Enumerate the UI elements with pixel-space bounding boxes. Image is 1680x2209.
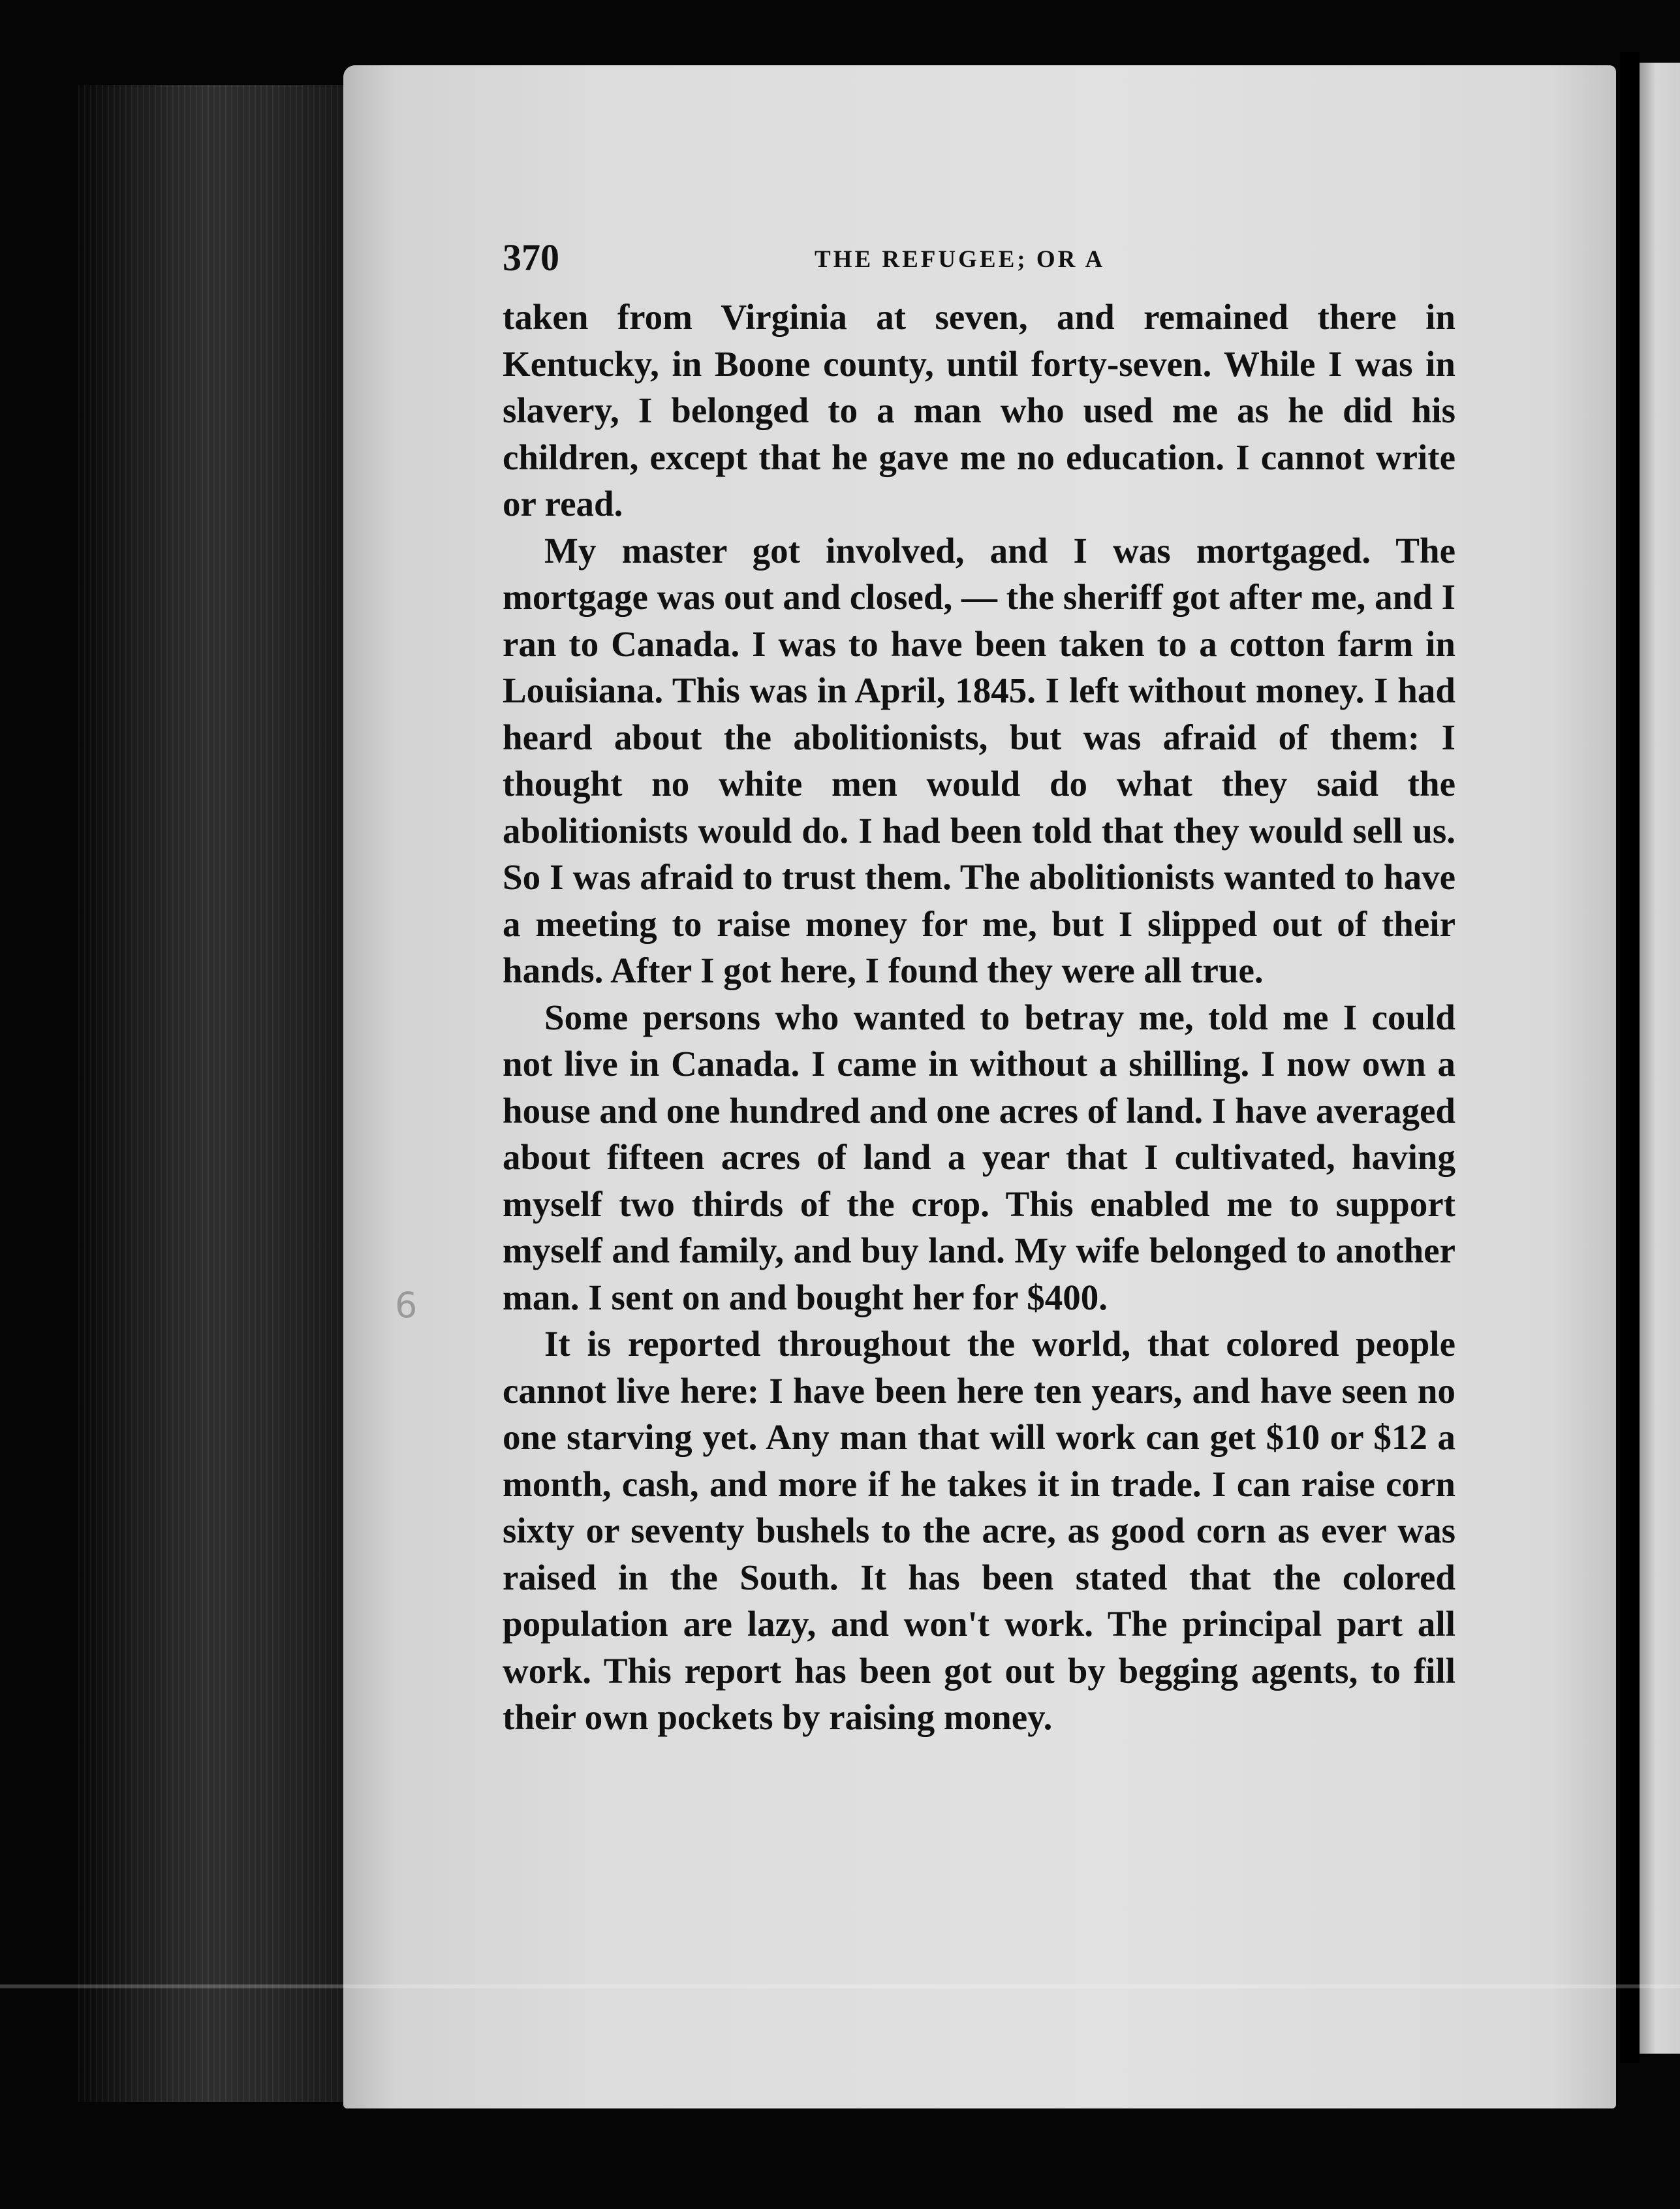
facing-page-edge: [1640, 63, 1680, 2054]
page-number: 370: [503, 236, 559, 279]
paragraph-4: It is reported throughout the world, that colored people cannot live here: I have been here ten years, and have seen no one starving yet. Any man that will work can get $10 or $12 a month, cash, and more if he takes it in trade. I can raise corn sixty or seventy bushels to the acre, as good corn as ever was raised in the South. It has been stated that the colored population are lazy, and won't work. The principal part all work. This report has been got out by begging agents, to fill their own pockets by raising money.: [503, 1324, 1455, 1737]
body-text: [503, 294, 1455, 1741]
book-spine: [78, 85, 366, 2102]
text-block: [503, 222, 1455, 1741]
pencil-mark: 6: [395, 1285, 418, 1326]
paragraph-1: taken from Virginia at seven, and remained there in Kentucky, in Boone county, until forty-seven. While I was in slavery, I belonged to a man who used me as he did his children, except that he gave me no education. I cannot write or read.: [503, 297, 1455, 524]
spine-texture: [78, 85, 366, 2102]
page-gap: [1620, 52, 1640, 2063]
running-head: THE REFUGEE; OR A: [815, 246, 1106, 273]
paragraph-2: My master got involved, and I was mortgaged. The mortgage was out and closed, — the sheriff got after me, and I ran to Canada. I was to have been taken to a cotton farm in Louisiana. This was in April, 1845. I left without money. I had heard about the abolitionists, but was afraid of them: I thought no white men would do what they said the abolitionists would do. I had been told that they would sell us. So I was afraid to trust them. The abolitionists wanted to have a meeting to raise money for me, but I slipped out of their hands. After I got here, I found they were all true.: [503, 530, 1455, 990]
paragraph-3: Some persons who wanted to betray me, told me I could not live in Canada. I came in without a shilling. I now own a house and one hundred and one acres of land. I have averaged about fifteen acres of land a year that I cultivated, having myself two thirds of the crop. This enabled me to support myself and family, and buy land. My wife belonged to another man. I sent on and bought her for $400.: [503, 997, 1455, 1317]
page-header: [503, 222, 1455, 294]
scan-artifact-line: [0, 1984, 1680, 1988]
